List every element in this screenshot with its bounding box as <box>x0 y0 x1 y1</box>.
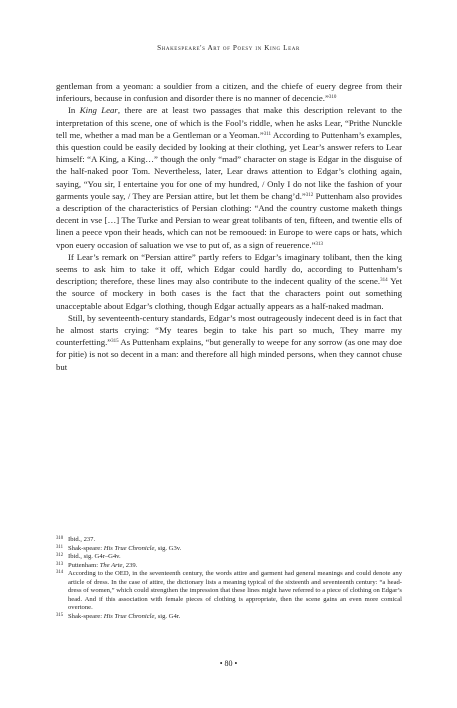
body-paragraph <box>56 80 402 104</box>
text-run: According to Puttenham’s examples, this question could be easily decided by looking at their clothing, yet Lear’s answer refers to Lear himself: “A King, a King…” though the only “mad” character on stage is Edgar in the disguise of the half-naked poor Tom. Nevertheless, later, Lear draws attention to Edgar’s clothing again, saying, “You sir, I entertaine you for one of my hundred, / Only I do not like the fashion of your garments youle say, / They are Persian attire, but let them be chang’d.” <box>56 129 402 201</box>
text-run: Shak-speare: <box>68 544 104 552</box>
text-run: In <box>68 105 80 116</box>
text-run: , 239. <box>122 561 138 569</box>
body-text <box>56 80 402 373</box>
footnote-number: 311 <box>56 544 64 550</box>
footnote-text <box>68 553 402 562</box>
text-run: Ibid., 237. <box>68 536 96 543</box>
footnote <box>56 570 402 613</box>
footnote <box>56 536 402 545</box>
running-head: Shakespeare's Art of Poesy in King Lear <box>157 44 300 52</box>
text-run: If Lear’s remark on “Persian attire” partly refers to Edgar’s imaginary tolibant, then the king seems to ask him to take it off, which Edgar could hardly do, according to Puttenham’s description; therefore, these lines may also contribute to the indecent quality of the scene. <box>56 251 402 287</box>
footnote-reference: 312 <box>305 192 314 198</box>
footnote-text <box>68 570 402 613</box>
footnote-reference: 311 <box>263 131 272 137</box>
footnote-number: 315 <box>56 612 64 618</box>
body-paragraph <box>56 104 402 250</box>
footnote-number: 314 <box>56 570 64 575</box>
footnotes <box>56 536 402 621</box>
italic-title: His True Chronicle <box>103 544 155 552</box>
footnote-number: 312 <box>56 553 64 558</box>
italic-title: King Lear <box>79 105 118 116</box>
italic-title: His True Chronicle <box>103 612 155 620</box>
footnote-text <box>68 545 402 554</box>
body-paragraph <box>56 312 402 373</box>
italic-title: The Arte <box>99 561 123 569</box>
footnote <box>56 613 402 622</box>
text-run: Still, by seventeenth-century standards, Edgar’s most outrageously indecent deed is in fact that he almost starts crying: “My teares begin to take his part so much, They marre my counterfetting.” <box>56 312 402 348</box>
text-run: , sig. G3v. <box>154 544 182 552</box>
footnote-number: 313 <box>56 561 64 567</box>
footnote-reference: 314 <box>380 278 388 284</box>
text-run: As Puttenham explains, “but generally to weepe for any sorrow (as one may doe for pitie) is not so decent in a man: and therefore all high minded persons, when they cannot chuse but <box>56 337 402 372</box>
text-run: , sig. G4r. <box>154 612 181 620</box>
footnote-number: 310 <box>56 536 64 541</box>
footnote-reference: 310 <box>328 95 337 101</box>
text-run: Puttenham: <box>68 561 100 569</box>
text-run: , there are at least two passages that make this description relevant to the interpretation of this scene, one of which is the Fool’s riddle, when he asks Lear, “Prithe Nunckle tell me, whether a mad man be a Gentleman or a Yeoman.” <box>56 105 402 140</box>
footnote <box>56 553 402 562</box>
footnote-text <box>68 613 402 622</box>
footnote-text <box>68 562 402 571</box>
footnote-reference: 315 <box>111 339 119 345</box>
text-run: Yet the source of mockery in both cases is the fact that the characters point out something unacceptable about Edgar’s clothing, though Edgar actually appears as a half-naked madman. <box>56 276 402 311</box>
footnote-text <box>68 536 402 545</box>
text-run: Shak-speare: <box>68 612 104 620</box>
text-run: Puttenham also provides a description of the characteristics of Persian clothing: “And the country custome maketh things decent in vse […] The Turke and Persian to wear great tolibants of ten, fifteen, and twentie ells of linen a peece vpon their heads, which can not be remooued: in Europe to were caps or hats, which vpon euery occasion of saluation we vse to put of, as a sign of reuerence.” <box>56 190 403 250</box>
text-run: Ibid., sig. G4r–G4v. <box>68 553 121 560</box>
body-paragraph <box>56 251 402 312</box>
footnote <box>56 562 402 571</box>
text-run: According to the OED, in the seventeenth century, the words attire and garment had general meanings and could denote any article of dress. In the case of attire, the dictionary lists a meaning typical of the sixteenth and seventeenth century: “a head-dress of women,” which could strengthen the impression that these lines might have referred to a piece of clothing on Edgar’s head. And if this association with female pieces of clothing is appropriate, then the scene gains an even more comical overtone. <box>68 570 402 611</box>
page-number: • 80 • <box>219 659 238 668</box>
text-run: gentleman from a yeoman: a souldier from a citizen, and the chiefe of euery degree from their inferiours, because in confusion and disorder there is no manner of decencie.” <box>56 81 402 104</box>
footnote <box>56 545 402 554</box>
footnote-reference: 313 <box>315 241 323 247</box>
